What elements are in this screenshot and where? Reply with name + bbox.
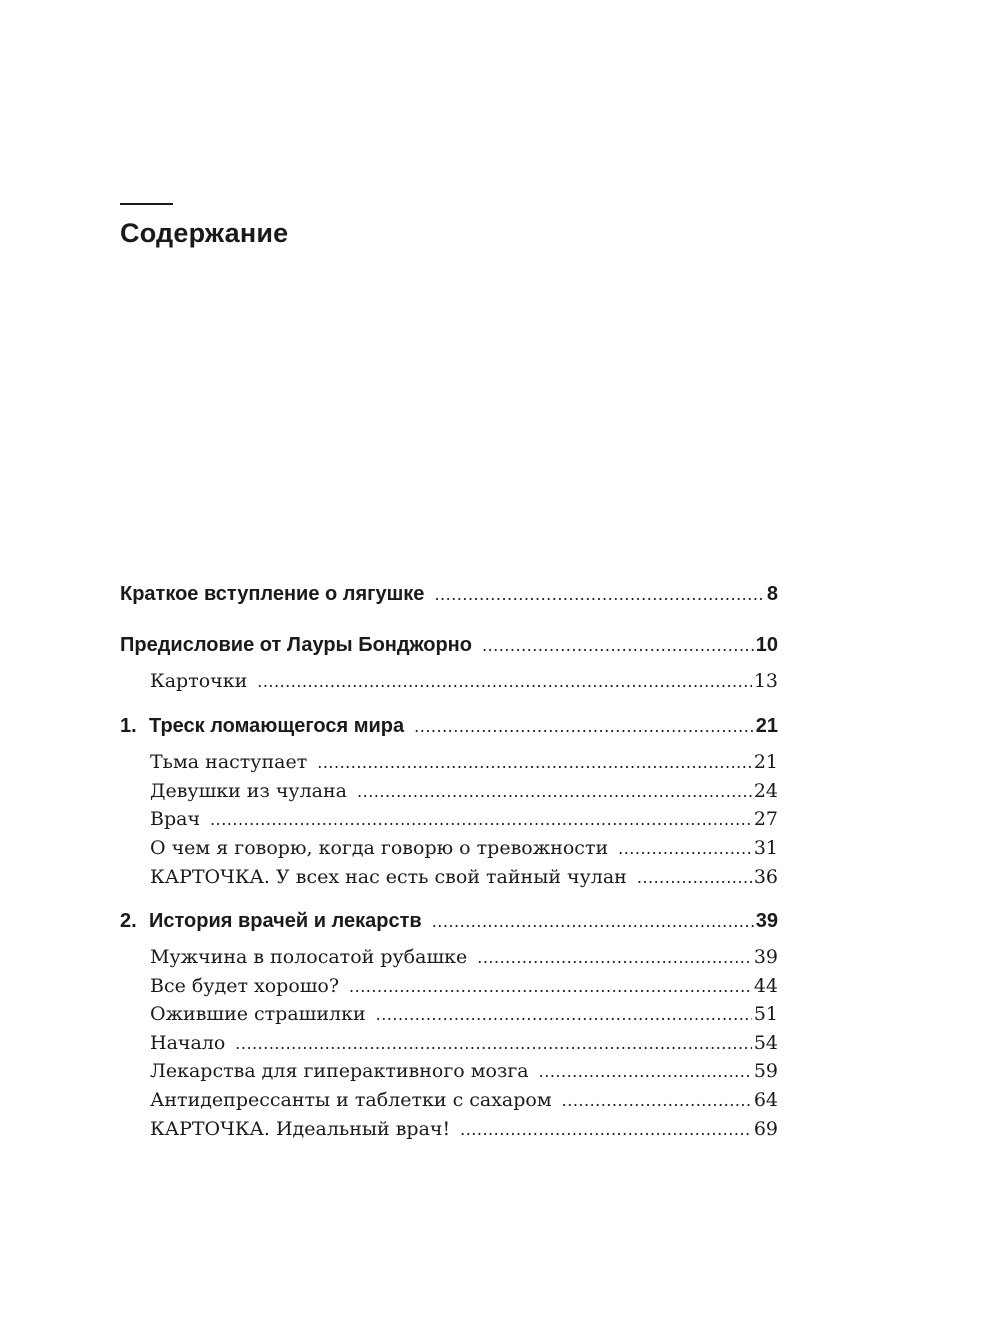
toc-subentry-page: 31 xyxy=(753,837,778,859)
toc-entry-label: Треск ломающегося мира xyxy=(149,715,405,737)
page-title: Содержание xyxy=(120,218,289,248)
chapter-number: 2. xyxy=(120,910,137,932)
dot-leader xyxy=(257,670,752,692)
toc-subentry-label: Ожившие страшилки xyxy=(150,1003,366,1025)
toc-entry-page: 8 xyxy=(766,583,778,605)
dot-leader xyxy=(434,583,764,606)
toc-subentry[interactable] xyxy=(150,1003,778,1025)
toc-subentry[interactable] xyxy=(150,866,778,888)
dot-leader xyxy=(414,715,754,738)
dot-leader xyxy=(562,1089,752,1111)
toc-subentry-label: Все будет хорошо? xyxy=(150,975,340,997)
toc-subentry-label: Начало xyxy=(150,1032,226,1054)
toc-entry-page: 10 xyxy=(755,634,778,656)
toc-entry-page: 39 xyxy=(755,910,778,932)
toc-subentry[interactable] xyxy=(150,1089,778,1111)
toc-subentry[interactable] xyxy=(150,1118,778,1140)
toc-subentry[interactable] xyxy=(150,946,778,968)
dot-leader xyxy=(637,866,752,888)
toc-subentry[interactable] xyxy=(150,751,778,773)
toc-subentry[interactable] xyxy=(150,780,778,802)
toc-subentry-page: 64 xyxy=(753,1089,778,1111)
toc-subentry-page: 27 xyxy=(753,808,778,830)
toc-subentry-page: 24 xyxy=(753,780,778,802)
toc-subentry-label: Девушки из чулана xyxy=(150,780,348,802)
dot-leader xyxy=(477,946,752,968)
dot-leader xyxy=(539,1060,752,1082)
dot-leader xyxy=(482,634,754,657)
toc-subentry[interactable] xyxy=(150,975,778,997)
toc-entry-preface[interactable] xyxy=(120,634,778,657)
toc-subentry-page: 39 xyxy=(753,946,778,968)
dot-leader xyxy=(618,837,752,859)
toc-subentry-label: КАРТОЧКА. У всех нас есть свой тайный чулан xyxy=(150,866,627,888)
toc-subentry[interactable] xyxy=(150,670,778,692)
dot-leader xyxy=(460,1118,752,1140)
toc-subentry-page: 44 xyxy=(753,975,778,997)
toc-chapter-2[interactable] xyxy=(120,910,778,933)
toc-subentry-label: Лекарства для гиперактивного мозга xyxy=(150,1060,529,1082)
toc-subentry[interactable] xyxy=(150,1060,778,1082)
toc-subentry[interactable] xyxy=(150,837,778,859)
toc-subentry[interactable] xyxy=(150,1032,778,1054)
dot-leader xyxy=(235,1032,752,1054)
dot-leader xyxy=(357,780,752,802)
toc-subentry-page: 51 xyxy=(753,1003,778,1025)
toc-subentry-page: 54 xyxy=(753,1032,778,1054)
toc-subentry-label: КАРТОЧКА. Идеальный врач! xyxy=(150,1118,451,1140)
toc-subentry-page: 21 xyxy=(753,751,778,773)
dot-leader xyxy=(376,1003,752,1025)
toc-subentry-label: О чем я говорю, когда говорю о тревожности xyxy=(150,837,609,859)
dot-leader xyxy=(349,975,752,997)
toc-subentry-label: Карточки xyxy=(150,670,248,692)
toc-subentry[interactable] xyxy=(150,808,778,830)
toc-entry-intro[interactable] xyxy=(120,583,778,606)
toc-subentry-page: 69 xyxy=(753,1118,778,1140)
toc-subentry-label: Врач xyxy=(150,808,201,830)
toc-subentry-label: Антидепрессанты и таблетки с сахаром xyxy=(150,1089,552,1111)
toc-subentry-label: Мужчина в полосатой рубашке xyxy=(150,946,468,968)
toc-subentry-page: 59 xyxy=(753,1060,778,1082)
toc-subentry-page: 36 xyxy=(753,866,778,888)
dot-leader xyxy=(432,910,754,933)
toc-entry-label: Предисловие от Лауры Бонджорно xyxy=(120,634,472,656)
toc-entry-label: История врачей и лекарств xyxy=(149,910,422,932)
chapter-number: 1. xyxy=(120,715,137,737)
toc-chapter-1[interactable] xyxy=(120,715,778,738)
toc-subentry-page: 13 xyxy=(753,670,778,692)
dot-leader xyxy=(210,808,752,830)
toc-entry-page: 21 xyxy=(755,715,778,737)
toc-subentry-label: Тьма наступает xyxy=(150,751,308,773)
toc-entry-label: Краткое вступление о лягушке xyxy=(120,583,425,605)
dot-leader xyxy=(317,751,752,773)
